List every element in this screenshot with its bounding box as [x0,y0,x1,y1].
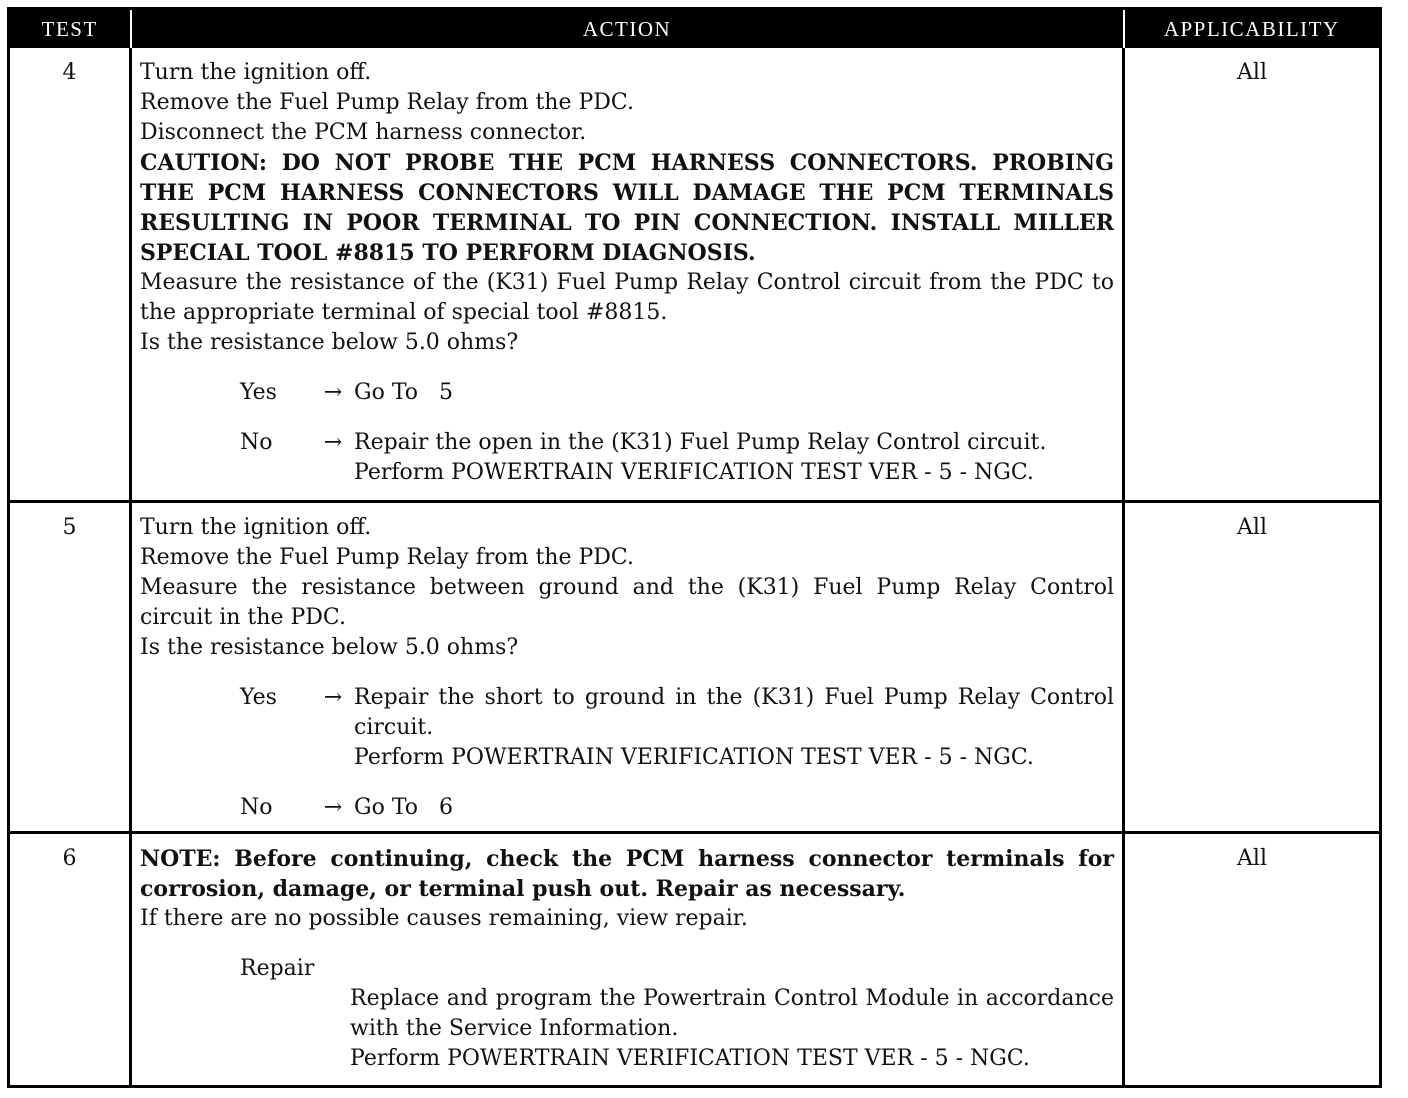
action-cell [131,501,1124,832]
note-text: NOTE: Before continuing, check the PCM harness connector terminals for corrosion, damage, or terminal push out. Repair as necessary. [140,845,1114,902]
table-row [9,501,1381,832]
yes-result-text: Go To 5 [354,380,453,405]
measure-text: Measure the resistance of the (K31) Fuel Pump Relay Control circuit from the PDC to the appropriate terminal of special tool #8815. [140,270,1114,325]
question-text: Is the resistance below 5.0 ohms? [140,634,519,660]
result-line: Repair the short to ground in the (K31) Fuel Pump Relay Control circuit. [354,684,1114,740]
diagnostic-table [7,7,1382,1088]
step-text: Remove the Fuel Pump Relay from the PDC. [140,544,634,570]
test-number: 4 [9,48,131,501]
no-result-text: Go To 6 [354,794,453,820]
yes-result [140,378,1114,408]
result-line: Perform POWERTRAIN VERIFICATION TEST VER - 5 - NGC. [354,460,1034,485]
header-applicability: APPLICABILITY [1124,9,1381,49]
table-row [9,48,1381,501]
question-text: Is the resistance below 5.0 ohms? [140,330,519,355]
applicability-cell: All [1124,48,1381,501]
header-row [9,9,1381,49]
applicability-cell: All [1124,832,1381,1086]
step-text: If there are no possible causes remaining, view repair. [140,905,748,931]
repair-line: Replace and program the Powertrain Control Module in accordance with the Service Information. [350,985,1114,1041]
yes-result [140,683,1114,773]
no-label: No [240,794,273,820]
action-cell [131,832,1124,1086]
no-label: No [240,430,273,455]
step-text: Turn the ignition off. [140,514,372,540]
arrow-icon: → [323,380,343,405]
table-row [9,832,1381,1086]
step-text: Remove the Fuel Pump Relay from the PDC. [140,90,634,115]
applicability-cell: All [1124,501,1381,832]
arrow-icon: → [323,794,343,820]
yes-result-text [354,683,1114,773]
step-text: Disconnect the PCM harness connector. [140,120,587,145]
test-number: 6 [9,832,131,1086]
result-line: Perform POWERTRAIN VERIFICATION TEST VER - 5 - NGC. [354,744,1034,770]
header-test: TEST [9,9,131,49]
arrow-icon: → [323,684,343,710]
no-result [140,793,1114,823]
repair-text [140,984,1114,1074]
action-cell [131,48,1124,501]
caution-text: CAUTION: DO NOT PROBE THE PCM HARNESS CONNECTORS. PROBING THE PCM HARNESS CONNECTORS WILL DAMAGE THE PCM TERMINALS RESULTING IN POOR TERMINAL TO PIN CONNECTION. INSTALL MILLER SPECIAL TOOL #8815 TO PERFORM DIAGNOSIS. [140,150,1114,266]
no-result [140,428,1114,488]
arrow-icon: → [323,430,343,455]
test-number: 5 [9,501,131,832]
no-result-text [354,428,1114,488]
measure-text: Measure the resistance between ground and the (K31) Fuel Pump Relay Control circuit in the PDC. [140,574,1114,630]
repair-line: Perform POWERTRAIN VERIFICATION TEST VER - 5 - NGC. [350,1045,1030,1071]
yes-label: Yes [240,684,277,710]
header-action: ACTION [131,9,1124,49]
repair-label: Repair [240,955,315,981]
step-text: Turn the ignition off. [140,60,372,85]
yes-label: Yes [240,380,277,405]
result-line: Repair the open in the (K31) Fuel Pump Relay Control circuit. [354,430,1047,455]
